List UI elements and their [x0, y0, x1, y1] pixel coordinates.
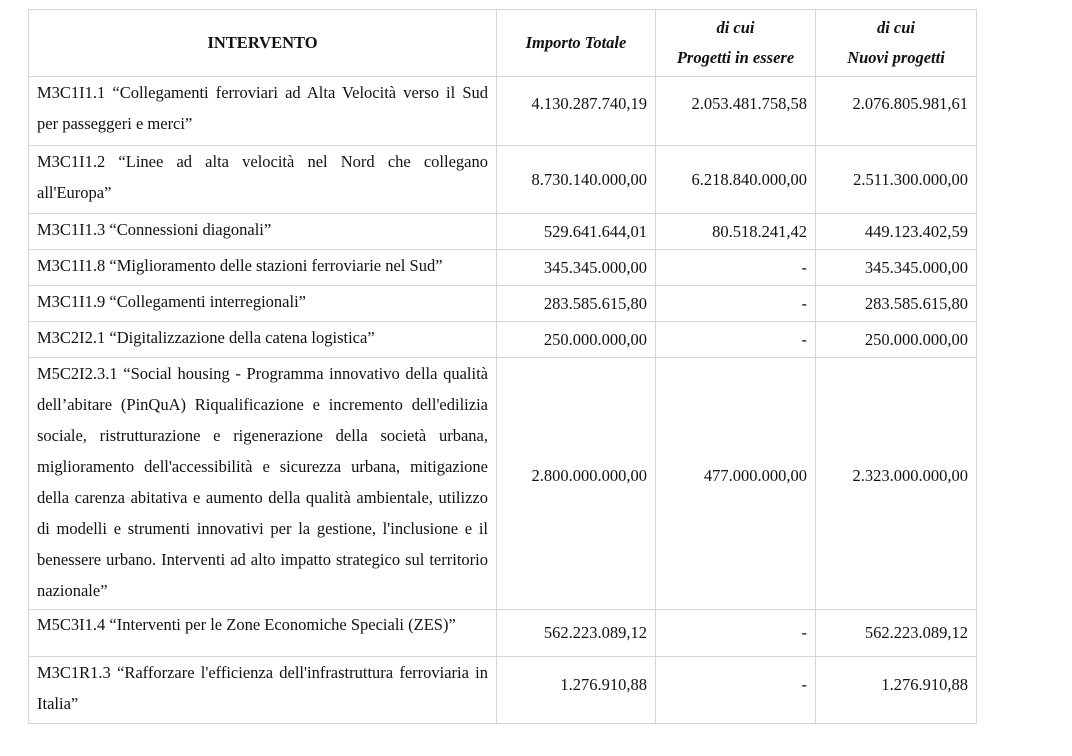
cell-intervento: M3C1R1.3 “Rafforzare l'efficienza dell'infrastruttura ferroviaria in Italia”: [29, 657, 497, 724]
cell-intervento: M3C2I2.1 “Digitalizzazione della catena logistica”: [29, 322, 497, 358]
table-row: [29, 250, 977, 286]
table-row: [29, 358, 977, 610]
cell-importo-totale: 2.800.000.000,00: [497, 358, 656, 610]
cell-progetti-in-essere: -: [656, 657, 816, 724]
cell-progetti-in-essere: 6.218.840.000,00: [656, 146, 816, 214]
cell-nuovi-progetti: 1.276.910,88: [816, 657, 977, 724]
table-row: [29, 322, 977, 358]
table-row: [29, 610, 977, 657]
cell-importo-totale: 283.585.615,80: [497, 286, 656, 322]
table-row: [29, 77, 977, 146]
header-di-cui-label: di cui: [876, 18, 916, 37]
cell-importo-totale: 345.345.000,00: [497, 250, 656, 286]
cell-intervento: M3C1I1.9 “Collegamenti interregionali”: [29, 286, 497, 322]
header-intervento: INTERVENTO: [29, 10, 497, 77]
cell-progetti-in-essere: -: [656, 286, 816, 322]
cell-importo-totale: 8.730.140.000,00: [497, 146, 656, 214]
cell-nuovi-progetti: 562.223.089,12: [816, 610, 977, 657]
cell-nuovi-progetti: 283.585.615,80: [816, 286, 977, 322]
cell-progetti-in-essere: 2.053.481.758,58: [656, 77, 816, 146]
cell-nuovi-progetti: 449.123.402,59: [816, 214, 977, 250]
cell-intervento: M3C1I1.2 “Linee ad alta velocità nel Nord che collegano all'Europa”: [29, 146, 497, 214]
cell-intervento: M3C1I1.1 “Collegamenti ferroviari ad Alta Velocità verso il Sud per passeggeri e merci”: [29, 77, 497, 146]
cell-progetti-in-essere: 477.000.000,00: [656, 358, 816, 610]
cell-nuovi-progetti: 250.000.000,00: [816, 322, 977, 358]
funding-table: [28, 9, 977, 724]
cell-importo-totale: 1.276.910,88: [497, 657, 656, 724]
cell-intervento: M5C3I1.4 “Interventi per le Zone Economiche Speciali (ZES)”: [29, 610, 497, 657]
cell-progetti-in-essere: -: [656, 322, 816, 358]
cell-nuovi-progetti: 2.076.805.981,61: [816, 77, 977, 146]
header-nuovi-progetti-label: Nuovi progetti: [847, 48, 945, 67]
cell-importo-totale: 562.223.089,12: [497, 610, 656, 657]
cell-intervento: M3C1I1.3 “Connessioni diagonali”: [29, 214, 497, 250]
cell-intervento: M3C1I1.8 “Miglioramento delle stazioni ferroviarie nel Sud”: [29, 250, 497, 286]
header-importo-totale: Importo Totale: [497, 10, 656, 77]
cell-nuovi-progetti: 2.323.000.000,00: [816, 358, 977, 610]
table-row: [29, 657, 977, 724]
header-progetti-in-essere-label: Progetti in essere: [676, 48, 795, 67]
cell-intervento: M5C2I2.3.1 “Social housing - Programma innovativo della qualità dell’abitare (PinQuA) Riqualificazione e incremento dell'edilizia sociale, ristrutturazione e rigenerazione della società urbana, miglioramento dell'accessibilità e sicurezza urbana, mitigazione della carenza abitativa e aumento della qualità ambientale, utilizzo di modelli e strumenti innovativi per la gestione, l'inclusione e il benessere urbano. Interventi ad alto impatto strategico sul territorio nazionale”: [29, 358, 497, 610]
header-nuovi-progetti: [816, 10, 977, 77]
header-progetti-in-essere: [656, 10, 816, 77]
cell-nuovi-progetti: 345.345.000,00: [816, 250, 977, 286]
cell-importo-totale: 529.641.644,01: [497, 214, 656, 250]
cell-progetti-in-essere: -: [656, 610, 816, 657]
table-row: [29, 214, 977, 250]
cell-importo-totale: 250.000.000,00: [497, 322, 656, 358]
cell-progetti-in-essere: 80.518.241,42: [656, 214, 816, 250]
cell-progetti-in-essere: -: [656, 250, 816, 286]
table-row: [29, 146, 977, 214]
table-header-row: [29, 10, 977, 77]
table-row: [29, 286, 977, 322]
cell-importo-totale: 4.130.287.740,19: [497, 77, 656, 146]
cell-nuovi-progetti: 2.511.300.000,00: [816, 146, 977, 214]
header-di-cui-label: di cui: [716, 18, 755, 37]
